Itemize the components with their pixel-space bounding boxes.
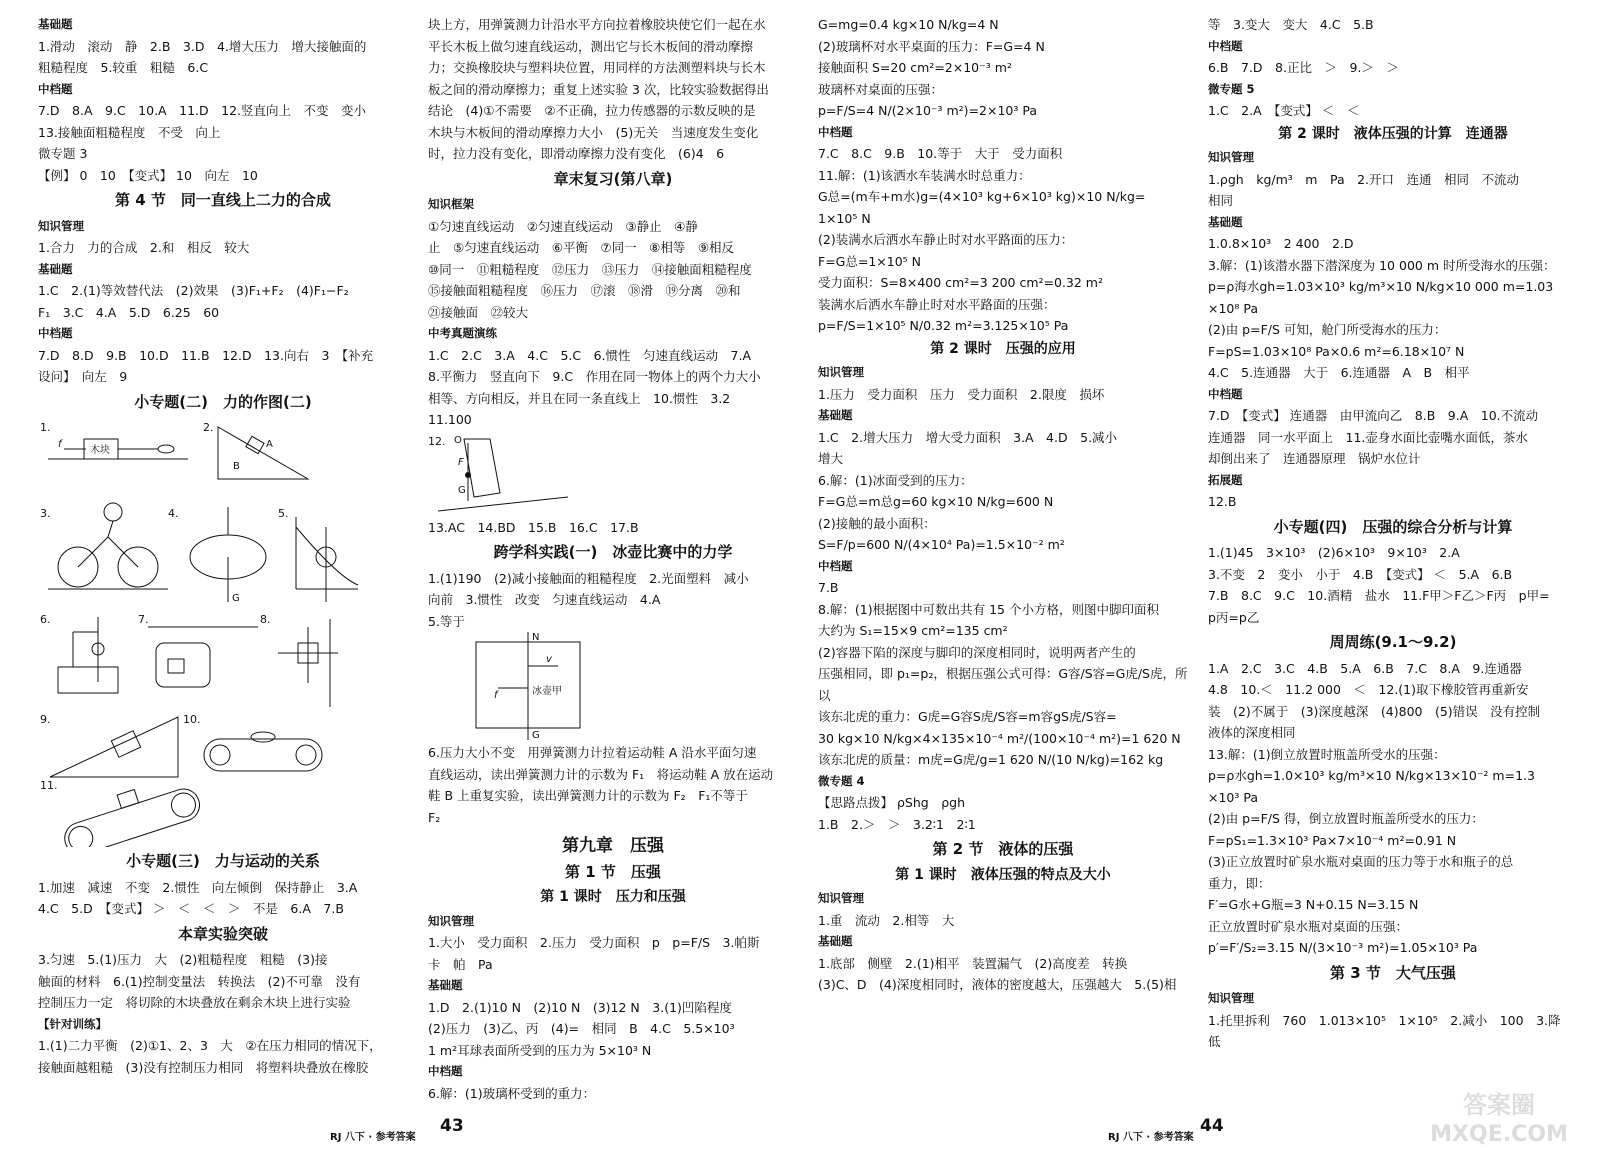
text-line: 1.大小 受力面积 2.压力 受力面积 p p=F/S 3.帕斯: [428, 935, 760, 950]
section-heading: 小专题(二) 力的作图(二): [134, 392, 312, 411]
text-line: 7.D 【变式】 连通器 由甲流向乙 8.B 9.A 10.不流动: [1208, 408, 1539, 423]
text-line: 3.不变 2 变小 小于 4.B 【变式】 ＜ 5.A 6.B: [1208, 566, 1513, 582]
curling-figure: [428, 632, 798, 742]
text-line: 相同: [1208, 193, 1234, 208]
text-line: 液体的深度相同: [1208, 725, 1296, 740]
text-line: 基础题: [818, 408, 853, 422]
text-line: G=mg=0.4 kg×10 N/kg=4 N: [818, 17, 999, 32]
footer-right-label: RJ 八下 · 参考答案: [1108, 1132, 1194, 1143]
text-line: 13.AC 14.BD 15.B 16.C 17.B: [428, 519, 639, 535]
text-line: (3)正立放置时矿泉水瓶对桌面的压力等于水和瓶子的总: [1208, 854, 1514, 869]
section-heading: 本章实验突破: [177, 924, 268, 943]
text-line: 1.C 2.C 3.A 4.C 5.C 6.惯性 匀速直线运动 7.A: [428, 347, 751, 363]
svg-text:G: G: [532, 730, 540, 741]
text-line: 12.B: [1208, 494, 1237, 509]
text-line: 3.解：(1)该潜水器下潜深度为 10 000 m 时所受海水的压强：: [1208, 257, 1556, 273]
text-line: p′=F′/S₂=3.15 N/(3×10⁻³ m²)=1.05×10³ Pa: [1208, 940, 1478, 955]
text-line: 中档题: [818, 558, 853, 573]
text-line: F=pS=1.03×10⁸ Pa×0.6 m²=6.18×10⁷ N: [1208, 343, 1465, 359]
text-line: p丙=p乙: [1208, 609, 1260, 625]
text-line: 该东北虎的重力：G虎=G容S虎/S容=m容gS虎/S容=: [818, 709, 1117, 724]
section-heading: 第九章 压强: [562, 836, 664, 856]
text-line: 低: [1208, 1034, 1221, 1049]
watermark-logo: [1404, 1083, 1594, 1149]
text-line: 装满水后洒水车静止时对水平路面的压强：: [818, 296, 1056, 312]
section-heading: 第 2 课时 液体压强的计算 连通器: [1278, 125, 1508, 142]
text-line: 1 m²耳球表面所受到的压力为 5×10³ N: [428, 1042, 652, 1058]
curling-stone-label: 冰壶甲: [532, 686, 562, 697]
text-line: 中档题: [818, 124, 853, 139]
text-line: 1.D 2.(1)10 N (2)10 N (3)12 N 3.(1)凹陷程度: [428, 999, 732, 1015]
text-line: F=G总=1×10⁵ N: [818, 253, 921, 269]
text-line: 压强相同，即 p₁=p₂，根据压强公式可得：G容/S容=G虎/S虎，所以: [818, 666, 1188, 703]
col3-text: [818, 14, 1188, 996]
text-line: 11.100: [428, 412, 472, 427]
text-line: 4.8 10.＜ 11.2 000 ＜ 12.(1)取下橡胶管再重新安: [1208, 682, 1529, 697]
text-line: p=ρ海水gh=1.03×10³ kg/m³×10 N/kg×10 000 m=1.03: [1208, 279, 1554, 294]
text-line: ㉑接触面 ㉒较大: [428, 304, 529, 320]
text-line: 13.解：(1)倒立放置时瓶盖所受水的压强：: [1208, 746, 1446, 762]
col1-text-bottom: [38, 851, 408, 1078]
text-line: 中档题: [1208, 38, 1243, 53]
text-line: ×10³ Pa: [1208, 789, 1258, 805]
text-line: 正立放置时矿泉水瓶对桌面的压强：: [1208, 918, 1409, 934]
text-line: 知识管理: [1208, 150, 1254, 164]
text-line: 【针对训练】: [38, 1016, 107, 1031]
text-line: 1.B 2.＞ ＞ 3.2∶1 2∶1: [818, 816, 976, 832]
text-line: 6.B 7.D 8.正比 ＞ 9.＞ ＞: [1208, 60, 1399, 75]
footer-left-label: RJ 八下 · 参考答案: [330, 1132, 416, 1143]
text-line: 1.A 2.C 3.C 4.B 5.A 6.B 7.C 8.A 9.连通器: [1208, 660, 1522, 676]
text-line: F=G总=m总g=60 kg×10 N/kg=600 N: [818, 494, 1054, 509]
text-line: 基础题: [818, 934, 853, 948]
section-heading: 小专题(三) 力与运动的关系: [126, 852, 320, 870]
text-line: 微专题 3: [38, 146, 88, 161]
column-4: [1208, 14, 1578, 1053]
text-line: 知识管理: [818, 891, 864, 905]
text-line: 7.D 8.D 9.B 10.D 11.B 12.D 13.向右 3 【补充: [38, 347, 374, 363]
text-line: 平长木板上做匀速直线运动，测出它与长木板间的滑动摩擦: [428, 38, 754, 54]
text-line: 拓展题: [1208, 472, 1243, 487]
fig-3-label: 3.: [40, 507, 51, 520]
text-line: 连通器 同一水平面上 11.壶身水面比壶嘴水面低，茶水: [1208, 429, 1528, 445]
block-label: 木块: [90, 445, 110, 456]
q12-label: 12.: [428, 434, 446, 448]
section-heading: 第 1 节 压强: [565, 862, 661, 881]
section-heading: 第 3 节 大气压强: [1330, 963, 1456, 982]
text-line: 力；交换橡胶块与塑料块位置，用同样的方法测塑料块与长木: [428, 60, 766, 75]
text-line: 装 (2)不属于 (3)深度越深 (4)800 (5)错误 没有控制: [1208, 703, 1541, 719]
text-line: (2)由 p=F/S 可知，舱门所受海水的压力：: [1208, 322, 1447, 337]
text-line: 知识框架: [428, 197, 474, 211]
page-number-left: 43: [440, 1116, 464, 1136]
text-line: 1.滑动 滚动 静 2.B 3.D 4.增大压力 增大接触面的: [38, 38, 367, 54]
svg-text:f: f: [494, 690, 498, 701]
svg-text:f: f: [58, 439, 62, 450]
text-line: 知识管理: [1208, 991, 1254, 1005]
text-line: 1.0.8×10³ 2 400 2.D: [1208, 236, 1354, 251]
text-line: 1.底部 侧壁 2.(1)相平 装置漏气 (2)高度差 转换: [818, 955, 1128, 971]
text-line: 直线运动，读出弹簧测力计的示数为 F₁ 将运动鞋 A 放在运动: [428, 766, 774, 782]
text-line: 止 ⑤匀速直线运动 ⑥平衡 ⑦同一 ⑧相等 ⑨相反: [428, 240, 735, 255]
text-line: 1.C 2.增大压力 增大受力面积 3.A 4.D 5.减小: [818, 429, 1118, 445]
text-line: 1.C 2.A 【变式】 ＜ ＜: [1208, 103, 1360, 118]
text-line: 3.匀速 5.(1)压力 大 (2)粗糙程度 粗糙 (3)接: [38, 952, 328, 967]
text-line: 8.解：(1)根据图中可数出共有 15 个小方格，则图中脚印面积: [818, 601, 1159, 617]
fig-7-label: 7.: [138, 613, 149, 626]
text-line: 控制压力一定 将切除的木块叠放在剩余木块上进行实验: [38, 995, 351, 1010]
text-line: 块上方，用弹簧测力计沿水平方向拉着橡胶块使它们一起在水: [428, 17, 766, 32]
section-heading: 跨学科实践(一) 冰壶比赛中的力学: [493, 543, 733, 561]
text-line: 7.C 8.C 9.B 10.等于 大于 受力面积: [818, 146, 1063, 161]
section-heading: 第 4 节 同一直线上二力的合成: [115, 191, 331, 209]
text-line: 受力面积：S=8×400 cm²=3 200 cm²=0.32 m²: [818, 275, 1103, 290]
col2-text-top: [428, 14, 798, 431]
text-line: 【思路点拨】 ρShg ρgh: [818, 795, 965, 810]
text-line: F₁ 3.C 4.A 5.D 6.25 60: [38, 304, 220, 320]
text-line: 1.C 2.(1)等效替代法 (2)效果 (3)F₁+F₂ (4)F₁−F₂: [38, 283, 349, 298]
text-line: 结论 (4)①不需要 ②不正确，拉力传感器的示数反映的是: [428, 103, 756, 118]
fig-2-label: 2.: [203, 421, 214, 434]
text-line: 1×10⁵ N: [818, 210, 871, 226]
text-line: 鞋 B 上重复实验，读出弹簧测力计的示数为 F₂ F₁不等于: [428, 788, 748, 803]
text-line: 重力，即：: [1208, 875, 1271, 891]
text-line: 却倒出来了 连通器原理 锅炉水位计: [1208, 451, 1421, 466]
text-line: ×10⁸ Pa: [1208, 300, 1258, 316]
text-line: 6.压力大小不变 用弹簧测力计拉着运动鞋 A 沿水平面匀速: [428, 745, 757, 760]
fig-4-label: 4.: [168, 507, 179, 520]
fig-6-label: 6.: [40, 613, 51, 626]
text-line: 4.C 5.D 【变式】 ＞ ＜ ＜ ＞ 不是 6.A 7.B: [38, 901, 344, 916]
text-line: 向前 3.惯性 改变 匀速直线运动 4.A: [428, 592, 661, 607]
column-2: [428, 14, 798, 1104]
text-line: 增大: [818, 451, 844, 466]
text-line: 1.合力 力的合成 2.和 相反 较大: [38, 240, 250, 255]
text-line: 微专题 4: [818, 773, 865, 788]
text-line: ⑩同一 ⑪粗糙程度 ⑫压力 ⑬压力 ⑭接触面粗糙程度: [428, 261, 752, 277]
text-line: F=pS₁=1.3×10³ Pa×7×10⁻⁴ m²=0.91 N: [1208, 832, 1457, 848]
text-line: 13.接触面粗糙程度 不受 向上: [38, 124, 221, 140]
force-diagram-figures: [38, 417, 408, 847]
text-line: 等 3.变大 变大 4.C 5.B: [1208, 17, 1374, 32]
text-line: 触面的材料 6.(1)控制变量法 转换法 (2)不可靠 没有: [38, 973, 361, 989]
text-line: 1.加速 减速 不变 2.惯性 向左倾倒 保持静止 3.A: [38, 879, 358, 895]
column-3: [818, 14, 1188, 996]
svg-text:v: v: [546, 654, 552, 665]
text-line: 【例】 0 10 【变式】 10 向左 10: [38, 167, 258, 183]
page-number-right: 44: [1200, 1116, 1224, 1136]
text-line: 接触面积 S=20 cm²=2×10⁻³ m²: [818, 60, 1012, 75]
text-line: 微专题 5: [1208, 81, 1255, 96]
text-line: 知识管理: [38, 218, 84, 233]
text-line: 6.解：(1)玻璃杯受到的重力：: [428, 1085, 596, 1101]
svg-text:G: G: [458, 484, 466, 496]
text-line: 基础题: [38, 17, 73, 31]
text-line: 中档题: [428, 1064, 463, 1078]
section-heading: 小专题(四) 压强的综合分析与计算: [1273, 517, 1513, 536]
text-line: 知识管理: [818, 365, 864, 379]
text-line: 1.(1)二力平衡 (2)①1、2、3 大 ②在压力相同的情况下，: [38, 1038, 382, 1053]
fig-8-label: 8.: [260, 613, 271, 626]
text-line: (2)压力 (3)乙、丙 (4)= 相同 B 4.C 5.5×10³: [428, 1021, 735, 1036]
text-line: 7.D 8.A 9.C 10.A 11.D 12.竖直向上 不变 变小: [38, 103, 366, 118]
curling-diagram-svg: [428, 632, 628, 742]
text-line: 4.C 5.连通器 大于 6.连通器 A B 相平: [1208, 365, 1470, 380]
text-line: 11.解：(1)该洒水车装满水时总重力：: [818, 167, 1031, 183]
section-heading: 章末复习(第八章): [553, 169, 673, 188]
text-line: S=F/p=600 N/(4×10⁴ Pa)=1.5×10⁻² m²: [818, 537, 1065, 552]
text-line: 基础题: [1208, 214, 1243, 229]
text-line: 玻璃杯对桌面的压强：: [818, 81, 944, 97]
text-line: F₂: [428, 809, 441, 825]
text-line: 7.B: [818, 580, 839, 595]
text-line: (2)由 p=F/S 得，倒立放置时瓶盖所受水的压力：: [1208, 811, 1484, 826]
text-line: G总=(m车+m水)g=(4×10³ kg+6×10³ kg)×10 N/kg=: [818, 189, 1146, 204]
text-line: 8.平衡力 竖直向下 9.C 作用在同一物体上的两个力大小: [428, 369, 761, 384]
column-1: [38, 14, 408, 1078]
text-line: 1.重 流动 2.相等 大: [818, 912, 955, 928]
text-line: 相等、方向相反，并且在同一条直线上 10.惯性 3.2: [428, 390, 731, 406]
text-line: (2)容器下陷的深度与脚印的深度相同时，说明两者产生的: [818, 644, 1136, 660]
fig-1-label: 1.: [40, 421, 51, 434]
text-line: ⑮接触面粗糙程度 ⑯压力 ⑰滚 ⑱滑 ⑲分离 ⑳和: [428, 283, 741, 298]
text-line: 6.解：(1)冰面受到的压力：: [818, 472, 973, 488]
col2-text-bottom: [428, 742, 798, 1104]
text-line: 中档题: [38, 326, 73, 340]
section-heading: 第 2 节 液体的压强: [932, 840, 1074, 858]
section-heading: 周周练(9.1～9.2): [1329, 633, 1457, 651]
text-line: 接触面越粗糙 (3)没有控制压力相同 将塑料块叠放在橡胶: [38, 1059, 369, 1075]
col1-text-top: [38, 14, 408, 413]
watermark-line-2: MXQE.COM: [1430, 1122, 1568, 1147]
text-line: 7.B 8.C 9.C 10.酒精 盐水 11.F甲＞F乙＞F丙 p甲=: [1208, 588, 1550, 603]
text-line: 该东北虎的质量：m虎=G虎/g=1 620 N/(10 N/kg)=162 kg: [818, 752, 1164, 767]
text-line: 粗糙程度 5.较重 粗糙 6.C: [38, 60, 209, 75]
text-line: p=F/S=1×10⁵ N/0.32 m²=3.125×10⁵ Pa: [818, 318, 1069, 333]
text-line: 知识管理: [428, 913, 474, 928]
fig-5-label: 5.: [278, 507, 289, 520]
text-line: 时，拉力没有变化，即滑动摩擦力没有变化 (6)4 6: [428, 146, 725, 161]
text-line: 中考真题演练: [428, 326, 497, 340]
text-line: F′=G水+G瓶=3 N+0.15 N=3.15 N: [1208, 897, 1419, 912]
text-line: 1.托里拆利 760 1.013×10⁵ 1×10⁵ 2.减小 100 3.降: [1208, 1012, 1561, 1028]
text-line: 设问】 向左 9: [38, 369, 128, 384]
fig-11-label: 11.: [40, 779, 58, 792]
text-line: 30 kg×10 N/kg×4×135×10⁻⁴ m²/(100×10⁻⁴ m²)=1 620 N: [818, 730, 1181, 746]
text-line: p=F/S=4 N/(2×10⁻³ m²)=2×10³ Pa: [818, 103, 1037, 118]
section-heading: 第 1 课时 液体压强的特点及大小: [895, 866, 1111, 883]
text-line: 中档题: [38, 81, 73, 96]
col2-text-mid: [428, 517, 798, 633]
text-line: 1.ρgh kg/m³ m Pa 2.开口 连通 相同 不流动: [1208, 171, 1520, 187]
watermark-line-1: 答案圈: [1463, 1091, 1535, 1119]
col4-text: [1208, 14, 1578, 1053]
text-line: 1.(1)190 (2)减小接触面的粗糙程度 2.光面塑料 减小: [428, 570, 749, 586]
text-line: 板之间的滑动摩擦力；重复上述实验 3 次，比较实验数据得出: [428, 81, 769, 97]
text-line: (2)玻璃杯对水平桌面的压力：F=G=4 N: [818, 38, 1045, 54]
fig-9-label: 9.: [40, 713, 51, 726]
text-line: 大约为 S₁=15×9 cm²=135 cm²: [818, 623, 1008, 638]
svg-text:B: B: [233, 461, 240, 472]
fig-10-label: 10.: [183, 713, 201, 726]
text-line: 基础题: [428, 978, 463, 992]
text-line: 木块与木板间的滑动摩擦力大小 (5)无关 当速度发生变化: [428, 124, 759, 140]
text-line: (2)接触的最小面积：: [818, 515, 936, 531]
text-line: p=ρ水gh=1.0×10³ kg/m³×10 N/kg×13×10⁻² m=1.3: [1208, 768, 1535, 783]
question-12-figure: [428, 431, 798, 517]
text-line: (3)C、D (4)深度相同时，液体的密度越大，压强越大 5.(5)相: [818, 977, 1177, 992]
section-heading: 第 1 课时 压力和压强: [540, 889, 686, 905]
svg-text:A: A: [266, 439, 273, 450]
text-line: ①匀速直线运动 ②匀速直线运动 ③静止 ④静: [428, 218, 698, 234]
text-line: 1.(1)45 3×10³ (2)6×10³ 9×10³ 2.A: [1208, 545, 1460, 560]
text-line: (2)装满水后洒水车静止时对水平路面的压力：: [818, 232, 1074, 247]
svg-text:O: O: [454, 434, 462, 446]
svg-text:N: N: [532, 632, 540, 643]
text-line: 5.等于: [428, 613, 465, 629]
text-line: 中档题: [1208, 386, 1243, 401]
svg-text:G: G: [232, 593, 240, 604]
svg-text:F: F: [458, 456, 464, 468]
text-line: 卡 帕 Pa: [428, 956, 493, 972]
lever-diagram-svg: [428, 431, 628, 517]
text-line: 基础题: [38, 261, 73, 276]
text-line: 1.压力 受力面积 压力 受力面积 2.限度 损坏: [818, 386, 1105, 402]
force-diagrams-svg: [38, 417, 408, 847]
section-heading: 第 2 课时 压强的应用: [930, 340, 1076, 357]
